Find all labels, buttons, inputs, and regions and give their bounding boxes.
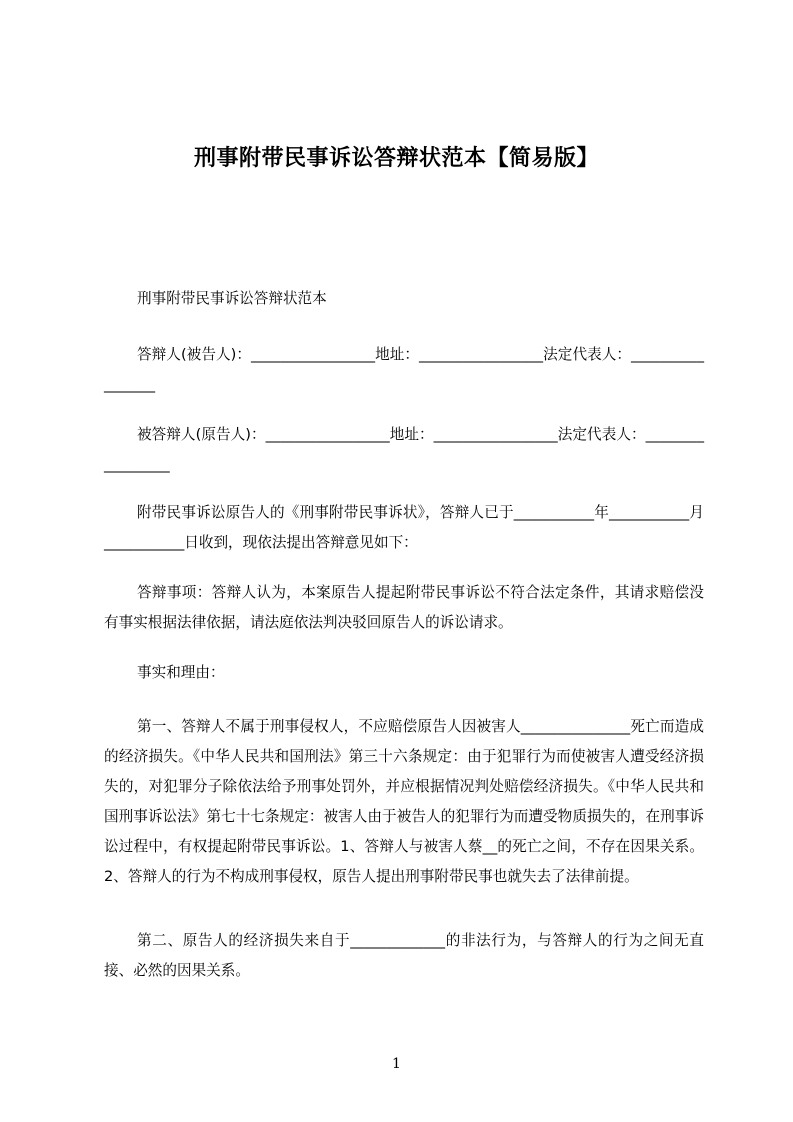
respondent-info: 答辩人(被告人)：_________________地址：_________________法定代表人：_________________ — [104, 346, 704, 393]
facts-heading: 事实和理由： — [137, 664, 225, 681]
reason-first: 第一、答辩人不属于刑事侵权人，不应赔偿原告人因被害人_______________死亡而造成的经济损失。《中华人民共和国刑法》第三十六条规定：由于犯罪行为而使被害人遭受经济损失的，对犯罪分子除依法给予刑事处罚外，并应根据情况判处赔偿经济损失。《中华人民共和国刑事诉讼法》第七十七条规定：被害人由于被告人的犯罪行为而遭受物质损失的，在刑事诉讼过程中，有权提起附带民事诉讼。1、答辩人与被害人蔡__的死亡之间，不存在因果关系。2、答辩人的行为不构成刑事侵权，原告人提出刑事附带民事也就失去了法律前提。 — [104, 718, 704, 885]
appellee-info: 被答辩人(原告人)：_________________地址：_________________法定代表人：_________________ — [104, 426, 704, 473]
page-number: 1 — [392, 1056, 401, 1072]
reason-second: 第二、原告人的经济损失来自于_____________的非法行为，与答辩人的行为之间无直接、必然的因果关系。 — [104, 932, 704, 979]
receipt-statement: 附带民事诉讼原告人的《刑事附带民事诉状》，答辩人已于___________年___________月___________日收到，现依法提出答辩意见如下： — [104, 504, 704, 551]
document-title: 刑事附带民事诉讼答辩状范本【简易版】 — [193, 146, 599, 171]
defense-items: 答辩事项：答辩人认为，本案原告人提起附带民事诉讼不符合法定条件，其请求赔偿没有事实根据法律依据，请法庭依法判决驳回原告人的诉讼请求。 — [104, 584, 704, 631]
document-subtitle: 刑事附带民事诉讼答辩状范本 — [137, 290, 327, 307]
